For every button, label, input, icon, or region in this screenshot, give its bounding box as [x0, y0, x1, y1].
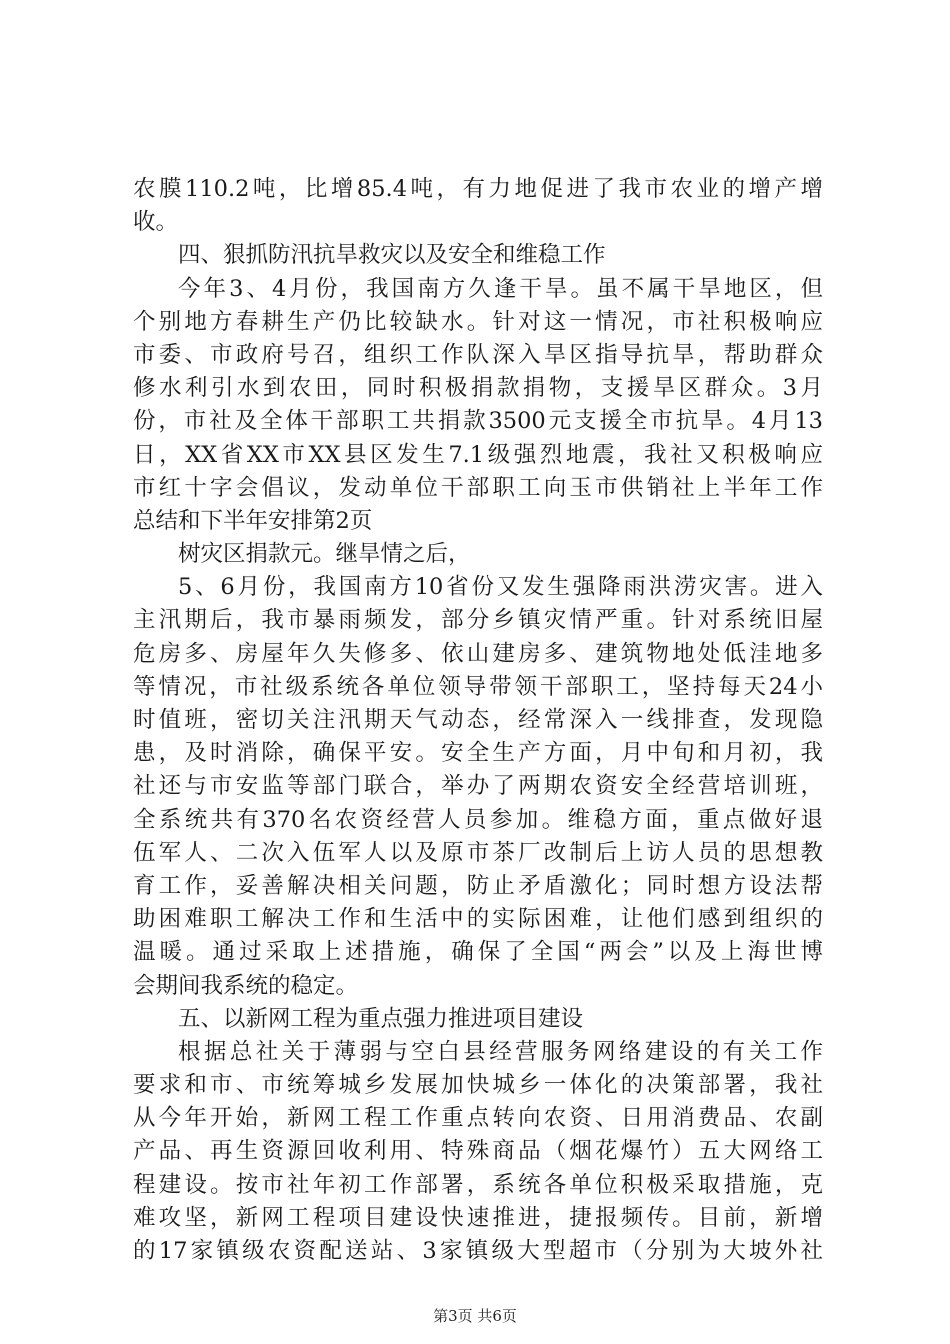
- text-line: 今年3、4月份，我国南方久逢干旱。虽不属干旱地区，但: [178, 275, 823, 302]
- text-line: 总结和下半年安排第2页: [133, 507, 373, 534]
- page-footer: 第3页 共6页: [433, 1307, 517, 1325]
- text-line: 等情况，市社级系统各单位领导带领干部职工，坚持每天24小: [133, 673, 823, 700]
- text-line: 的17家镇级农资配送站、3家镇级大型超市（分别为大坡外社: [133, 1238, 823, 1264]
- text-line: 个别地方春耕生产仍比较缺水。针对这一情况，市社积极响应: [133, 308, 823, 335]
- text-line: 时值班，密切关注汛期天气动态，经常深入一线排查，发现隐: [133, 707, 823, 733]
- text-line: 要求和市、市统筹城乡发展加快城乡一体化的决策部署，我社: [133, 1072, 823, 1099]
- text-line: 农膜110.2吨，比增85.4吨，有力地促进了我市农业的增产增: [133, 176, 823, 202]
- text-line: 主汛期后，我市暴雨频发，部分乡镇灾情严重。针对系统旧屋: [133, 607, 823, 634]
- text-line: 四、狠抓防汛抗旱救灾以及安全和维稳工作: [178, 242, 606, 269]
- text-line: 市委、市政府号召，组织工作队深入旱区指导抗旱，帮助群众: [133, 341, 823, 368]
- text-line: 育工作，妥善解决相关问题，防止矛盾激化；同时想方设法帮: [133, 872, 823, 899]
- text-line: 社还与市安监等部门联合，举办了两期农资安全经营培训班，: [133, 773, 823, 800]
- text-line: 5、6月份，我国南方10省份又发生强降雨洪涝灾害。进入: [178, 574, 823, 601]
- text-line: 收。: [133, 209, 179, 236]
- text-line: 份，市社及全体干部职工共捐款3500元支援全市抗旱。4月13: [133, 408, 823, 435]
- text-line: 根据总社关于薄弱与空白县经营服务网络建设的有关工作: [178, 1038, 823, 1065]
- text-line: 程建设。按市社年初工作部署，系统各单位积极采取措施，克: [133, 1171, 823, 1198]
- text-line: 会期间我系统的稳定。: [133, 972, 359, 999]
- text-line: 日，XX省XX市XX县区发生7.1级强烈地震，我社又积极响应: [133, 441, 823, 468]
- text-line: 温暖。通过采取上述措施，确保了全国“两会”以及上海世博: [133, 939, 823, 966]
- text-line: 五、以新网工程为重点强力推进项目建设: [178, 1005, 584, 1032]
- text-line: 树灾区捐款元。继旱情之后，: [178, 541, 471, 568]
- text-line: 修水利引水到农田，同时积极捐款捐物，支援旱区群众。3月: [133, 375, 823, 402]
- text-line: 助困难职工解决工作和生活中的实际困难，让他们感到组织的: [133, 906, 823, 933]
- text-line: 全系统共有370名农资经营人员参加。维稳方面，重点做好退: [133, 806, 823, 833]
- text-line: 产品、再生资源回收利用、特殊商品（烟花爆竹）五大网络工: [133, 1138, 823, 1165]
- document-body: [133, 173, 823, 1268]
- text-line: 难攻坚，新网工程项目建设快速推进，捷报频传。目前，新增: [133, 1204, 823, 1231]
- text-line: 患，及时消除，确保平安。安全生产方面，月中旬和月初，我: [133, 740, 823, 767]
- text-line: 危房多、房屋年久失修多、依山建房多、建筑物地处低洼地多: [133, 640, 823, 667]
- text-line: 从今年开始，新网工程工作重点转向农资、日用消费品、农副: [133, 1105, 823, 1132]
- text-line: 市红十字会倡议，发动单位干部职工向玉市供销社上半年工作: [133, 474, 823, 501]
- text-line: 伍军人、二次入伍军人以及原市茶厂改制后上访人员的思想教: [133, 839, 823, 866]
